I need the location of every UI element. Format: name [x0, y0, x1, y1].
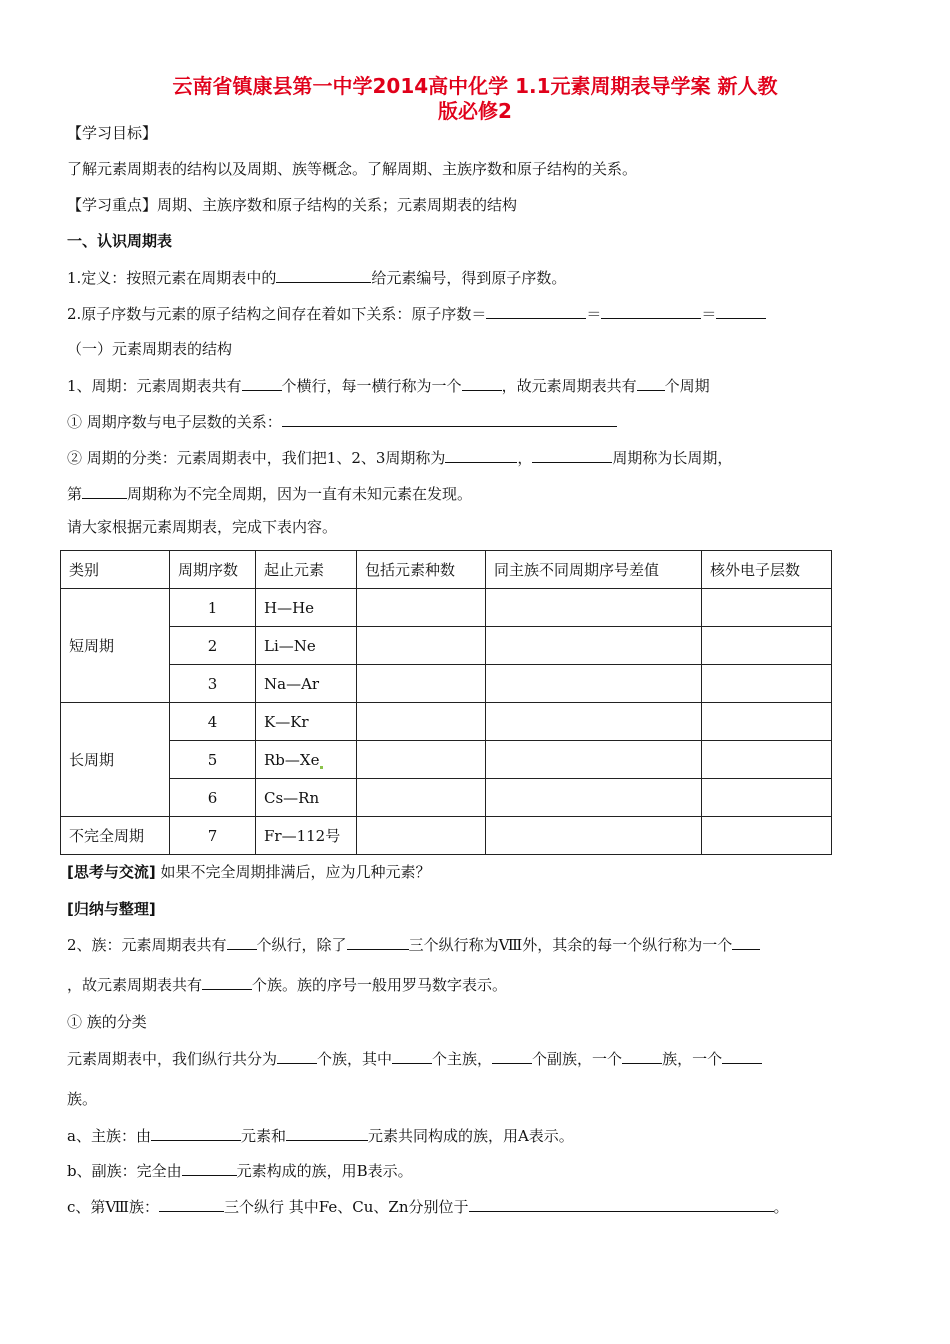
answer-cell[interactable] [357, 589, 486, 627]
blank[interactable] [82, 482, 127, 499]
table-row [61, 741, 832, 779]
table-intro: 请大家根据元素周期表，完成下表内容。 [67, 518, 338, 536]
answer-cell[interactable] [702, 703, 832, 741]
category-cell: 短周期 [61, 589, 170, 703]
answer-cell[interactable] [357, 817, 486, 855]
period-number-cell: 1 [170, 589, 256, 627]
question-group-count: 元素周期表中，我们纵行共分为 个族，其中 个主族， 个副族，一个 族，一个 [67, 1047, 762, 1070]
group-classification: ① 族的分类 [67, 1013, 147, 1031]
answer-cell[interactable] [702, 589, 832, 627]
question-group-cont: ，故元素周期表共有 个族。族的序号一般用罗马数字表示。 [67, 973, 507, 996]
section-1-heading: 一、认识周期表 [67, 232, 173, 250]
blank[interactable] [722, 1047, 762, 1064]
green-mark-icon [320, 766, 323, 769]
question-period-class: ② 周期的分类：元素周期表中，我们把1、2、3周期称为 ， 周期称为长周期， [67, 446, 732, 469]
answer-cell[interactable] [486, 627, 702, 665]
question-main-group: a、主族：由 元素和 元素共同构成的族，用A表示。 [67, 1124, 574, 1147]
blank[interactable] [601, 302, 701, 319]
focus-heading: 【学习重点】 [67, 196, 158, 214]
table-row [61, 779, 832, 817]
element-range-cell: Li—Ne [256, 627, 357, 665]
blank[interactable] [282, 410, 617, 427]
question-definition: 1.定义：按照元素在周期表中的 给元素编号，得到原子序数。 [67, 266, 566, 289]
question-period: 1、周期：元素周期表共有 个横行，每一横行称为一个 ，故元素周期表共有 个周期 [67, 374, 710, 397]
answer-cell[interactable] [486, 589, 702, 627]
header-cell: 起止元素 [256, 551, 357, 589]
blank[interactable] [532, 446, 612, 463]
answer-cell[interactable] [357, 627, 486, 665]
table-row [61, 589, 832, 627]
category-cell: 不完全周期 [61, 817, 170, 855]
answer-cell[interactable] [702, 741, 832, 779]
question-period-relation: ① 周期序数与电子层数的关系： [67, 410, 617, 433]
blank[interactable] [486, 302, 586, 319]
header-cell: 周期序数 [170, 551, 256, 589]
table-row [61, 817, 832, 855]
period-table [60, 550, 832, 855]
table-row [61, 627, 832, 665]
blank[interactable] [242, 374, 282, 391]
title-line-1: 云南省镇康县第一中学2014高中化学 1.1元素周期表导学案 新人教 [172, 74, 778, 98]
answer-cell[interactable] [702, 779, 832, 817]
blank[interactable] [716, 302, 766, 319]
document-title [60, 74, 890, 124]
answer-cell[interactable] [357, 741, 486, 779]
think-text: 如果不完全周期排满后，应为几种元素？ [160, 863, 431, 881]
blank[interactable] [286, 1124, 368, 1141]
blank[interactable] [469, 1195, 774, 1212]
header-cell: 包括元素种数 [357, 551, 486, 589]
blank[interactable] [182, 1159, 237, 1176]
blank[interactable] [445, 446, 517, 463]
answer-cell[interactable] [486, 665, 702, 703]
answer-cell[interactable] [357, 779, 486, 817]
focus-text: 周期、主族序数和原子结构的关系；元素周期表的结构 [157, 196, 518, 214]
answer-cell[interactable] [486, 779, 702, 817]
answer-cell[interactable] [357, 703, 486, 741]
header-cell: 同主族不同周期序号差值 [486, 551, 702, 589]
goal-text: 了解元素周期表的结构以及周期、族等概念。了解周期、主族序数和原子结构的关系。 [67, 160, 638, 178]
blank[interactable] [277, 1047, 317, 1064]
focus-line [67, 194, 517, 216]
element-range-cell: Cs—Rn [256, 779, 357, 817]
question-atomic-number: 2.原子序数与元素的原子结构之间存在着如下关系：原子序数＝ ＝ ＝ [67, 302, 766, 325]
answer-cell[interactable] [357, 665, 486, 703]
blank[interactable] [202, 973, 252, 990]
answer-cell[interactable] [486, 817, 702, 855]
question-group: 2、族：元素周期表共有 个纵行，除了 三个纵行称为Ⅷ外，其余的每一个纵行称为一个 [67, 933, 760, 956]
period-number-cell: 4 [170, 703, 256, 741]
question-period-incomplete: 第 周期称为不完全周期，因为一直有未知元素在发现。 [67, 482, 472, 505]
answer-cell[interactable] [486, 703, 702, 741]
period-number-cell: 2 [170, 627, 256, 665]
goal-heading: 【学习目标】 [67, 124, 158, 142]
blank[interactable] [151, 1124, 241, 1141]
answer-cell[interactable] [702, 665, 832, 703]
period-number-cell: 3 [170, 665, 256, 703]
blank[interactable] [637, 374, 665, 391]
period-number-cell: 7 [170, 817, 256, 855]
blank[interactable] [492, 1047, 532, 1064]
answer-cell[interactable] [702, 817, 832, 855]
answer-cell[interactable] [486, 741, 702, 779]
category-cell: 长周期 [61, 703, 170, 817]
think-label: [思考与交流] [67, 863, 156, 881]
blank[interactable] [347, 933, 409, 950]
blank[interactable] [462, 374, 502, 391]
question-group-8: c、第Ⅷ族： 三个纵行 其中Fe、Cu、Zn分别位于 。 [67, 1195, 789, 1218]
blank[interactable] [732, 933, 760, 950]
element-range-cell: Rb—Xe [256, 741, 357, 779]
period-number-cell: 6 [170, 779, 256, 817]
subsection-structure: （一）元素周期表的结构 [67, 340, 233, 358]
header-cell: 类别 [61, 551, 170, 589]
blank[interactable] [622, 1047, 662, 1064]
group-count-end: 族。 [67, 1090, 98, 1108]
element-range-cell: H—He [256, 589, 357, 627]
table-row [61, 703, 832, 741]
blank[interactable] [227, 933, 257, 950]
table-header-row [61, 551, 832, 589]
blank[interactable] [392, 1047, 432, 1064]
blank[interactable] [276, 266, 371, 283]
header-cell: 核外电子层数 [702, 551, 832, 589]
table-row [61, 665, 832, 703]
element-range-cell: K—Kr [256, 703, 357, 741]
blank[interactable] [159, 1195, 224, 1212]
title-line-2: 版必修2 [438, 99, 512, 123]
question-sub-group: b、副族：完全由 元素构成的族，用B表示。 [67, 1159, 413, 1182]
period-number-cell: 5 [170, 741, 256, 779]
element-range-cell: Na—Ar [256, 665, 357, 703]
element-range-cell: Fr—112号 [256, 817, 357, 855]
summary-heading: [归纳与整理] [67, 900, 156, 918]
answer-cell[interactable] [702, 627, 832, 665]
think-and-discuss [67, 861, 431, 883]
